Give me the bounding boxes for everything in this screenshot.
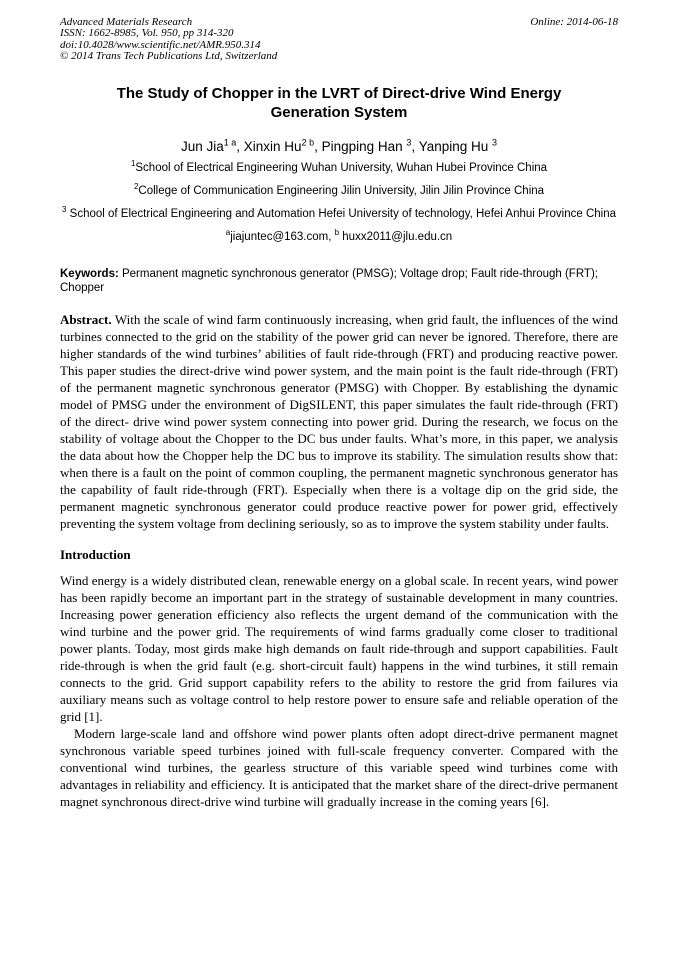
keywords-label: Keywords: (60, 267, 119, 280)
doi-line: doi:10.4028/www.scientific.net/AMR.950.314 (60, 38, 261, 51)
keywords-text: Permanent magnetic synchronous generator (PMSG); Voltage drop; Fault ride-through (FRT); Chopper (60, 267, 598, 294)
abstract-label: Abstract. (60, 311, 112, 327)
issn-line: ISSN: 1662-8985, Vol. 950, pp 314-320 (60, 27, 234, 40)
affiliation-1 (60, 158, 618, 176)
author-superscript: 3 (492, 137, 498, 148)
author-separator: , (411, 138, 419, 154)
author-name: Pingping Han (321, 138, 407, 154)
email-superscript: a (225, 227, 231, 237)
intro-paragraph-2: Modern large-scale land and offshore wind power plants often adopt direct-drive permanent magnet synchronous variable speed turbines joined with full-scale frequency converter. Compared with the conventional wind turbines, the gearless structure of this variable speed wind turbines come with advantages in reliability and efficiency. It is anticipated that the market share of the direct-drive permanent magnet synchronous direct-drive wind turbine will gradually increase in the coming years [6]. (60, 725, 618, 809)
journal-title: Advanced Materials Research (60, 16, 193, 28)
email-line (60, 227, 618, 245)
copyright-line: © 2014 Trans Tech Publications Ltd, Switzerland (60, 50, 278, 63)
online-date: Online: 2014-06-18 (530, 16, 618, 28)
intro-paragraph-1: Wind energy is a widely distributed clean, renewable energy on a global scale. In recent years, wind power has been rapidly become an important part in the strategy of sustainable development in many countries. Increasing power generation efficiency also reflects the urgent demand of the communication with the wind turbine and the power grid. The requirements of wind farms gradually come closer to traditional power plants. Today, most girds make high demands on fault ride-through and support capabilities. Fault ride-through is when the grid fault (e.g. short-circuit fault) happens in the wind turbines, it still remain connects to the grid. Grid support capability refers to the ability to restore the grid from failures via auxiliary means such as voltage control to help restore power to ensure safe and reliable operation of the grid [1]. (60, 572, 618, 724)
email-address: huxx2011@jlu.edu.cn (339, 230, 453, 243)
abstract-text: With the scale of wind farm continuously increasing, when grid fault, the influences of the wind turbines connected to the grid on the stability of the power grid can never be ignored. Therefore, there are higher standards of the wind turbines’ abilities of fault ride-through (FRT) and producing reactive power. This paper studies the direct-drive wind power system, and the main point is the fault ride-through (FRT) of the permanent magnetic synchronous generator (PMSG) with Chopper. By establishing the dynamic model of PMSG under the environment of DigSILENT, this paper simulates the fault ride-through (FRT) of the direct- drive wind power system connecting into power grid. During the research, we focus on the stability of voltage about the Chopper to the DC bus under faults. What’s more, in this paper, we analysis the data about how the Chopper help the DC bus to improve its stability. The simulation results show that: when there is a fault on the point of common coupling, the permanent magnetic synchronous generator has the capability of fault ride-through (FRT). Especially when there is a voltage dip on the grid side, the permanent magnetic synchronous generator could produce reactive power for power grid, effectively preventing the system voltage from declining seriously, so as to improve the system stability under faults. (60, 311, 618, 531)
affiliation-superscript: 3 (62, 204, 67, 214)
affiliation-superscript: 1 (130, 158, 136, 168)
paper-title: The Study of Chopper in the LVRT of Direct-drive Wind Energy Generation System (116, 84, 562, 121)
author-superscript: 3 (406, 137, 412, 148)
journal-header (60, 17, 618, 63)
email-address: jiajuntec@163.com, (230, 230, 335, 243)
author-superscript: 1 a (223, 137, 237, 148)
affiliation-2 (60, 181, 618, 199)
author-name: Jun Jia (180, 138, 224, 154)
author-superscript: 2 b (301, 137, 315, 148)
author-separator: , (236, 138, 244, 154)
affiliation-text: School of Electrical Engineering Wuhan University, Wuhan Hubei Province China (135, 161, 548, 174)
affiliation-3 (60, 204, 618, 222)
author-separator: , (314, 138, 322, 154)
keywords-line (60, 267, 618, 295)
author-name: Xinxin Hu (243, 138, 302, 154)
affiliation-text: College of Communication Engineering Jilin University, Jilin Jilin Province China (138, 184, 545, 197)
author-name: Yanping Hu (418, 138, 492, 154)
affiliation-text: School of Electrical Engineering and Automation Hefei University of technology, Hefei Anhui Province China (66, 207, 616, 220)
email-superscript: b (334, 227, 340, 237)
abstract-paragraph (60, 311, 618, 532)
section-heading-introduction: Introduction (60, 546, 131, 562)
authors-line (60, 138, 618, 156)
affiliations-block (60, 158, 618, 245)
affiliation-superscript: 2 (133, 181, 139, 191)
